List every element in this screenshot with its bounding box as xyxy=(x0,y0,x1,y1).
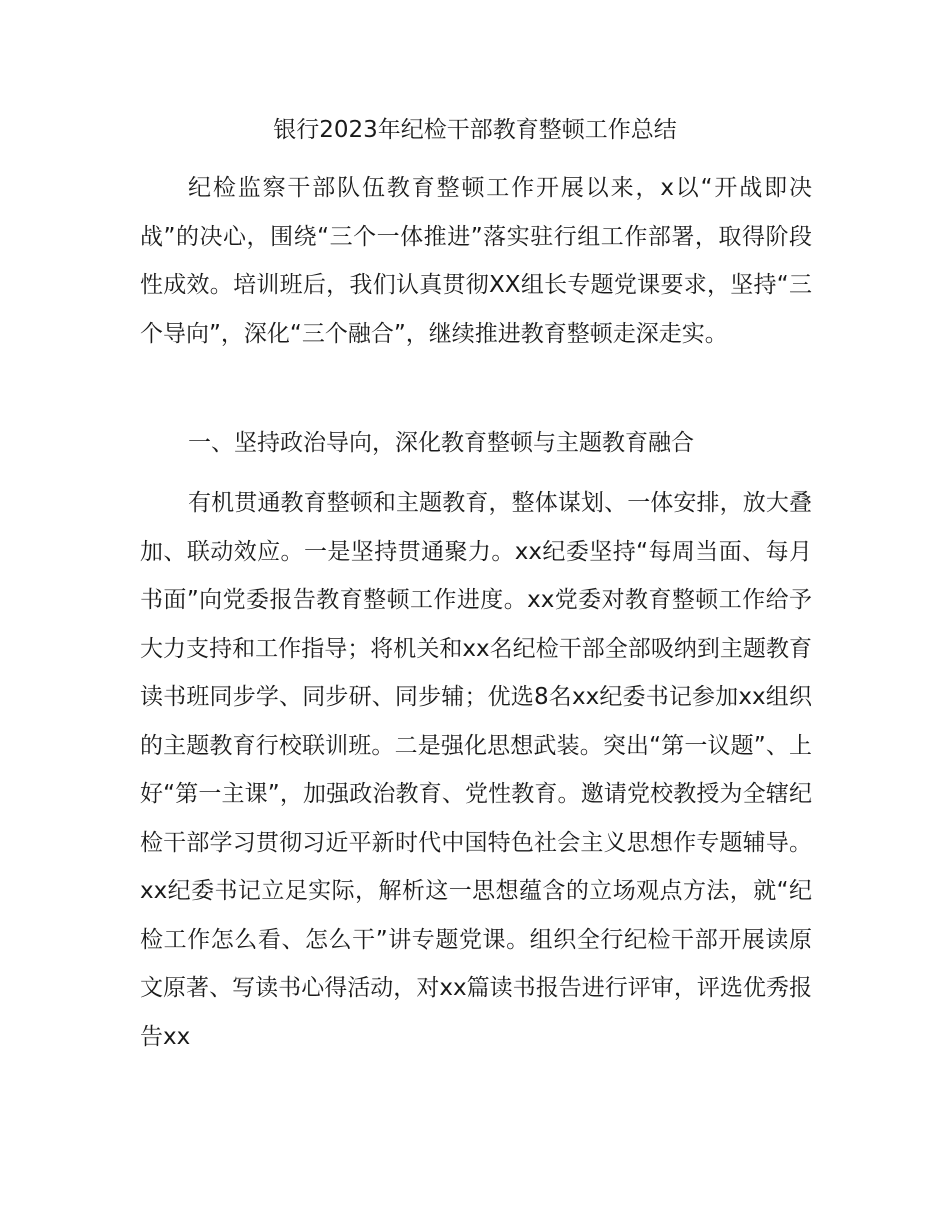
section-heading-1: 一、坚持政治导向，深化教育整顿与主题教育融合 xyxy=(188,430,694,456)
intro-paragraph: 纪检监察干部队伍教育整顿工作开展以来，x以“开战即决战”的决心，围绕“三个一体推进”落实驻行组工作部署，取得阶段性成效。培训班后，我们认真贯彻XX组长专题党课要求，坚持“三个导向”，深化“三个融合”，继续推进教育整顿走深走实。 xyxy=(140,175,812,347)
section-1-paragraph: 有机贯通教育整顿和主题教育，整体谋划、一体安排，放大叠加、联动效应。一是坚持贯通聚力。xx纪委坚持“每周当面、每月书面”向党委报告教育整顿工作进度。xx党委对教育整顿工作给予大力支持和工作指导；将机关和xx名纪检干部全部吸纳到主题教育读书班同步学、同步研、同步辅；优选8名xx纪委书记参加xx组织的主题教育行校联训班。二是强化思想武装。突出“第一议题”、上好“第一主课”，加强政治教育、党性教育。邀请党校教授为全辖纪检干部学习贯彻习近平新时代中国特色社会主义思想作专题辅导。xx纪委书记立足实际，解析这一思想蕴含的立场观点方法，就“纪检工作怎么看、怎么干”讲专题党课。组织全行纪检干部开展读原文原著、写读书心得活动，对xx篇读书报告进行评审，评选优秀报告xx xyxy=(140,490,812,1050)
document-title: 银行2023年纪检干部教育整顿工作总结 xyxy=(273,117,677,143)
